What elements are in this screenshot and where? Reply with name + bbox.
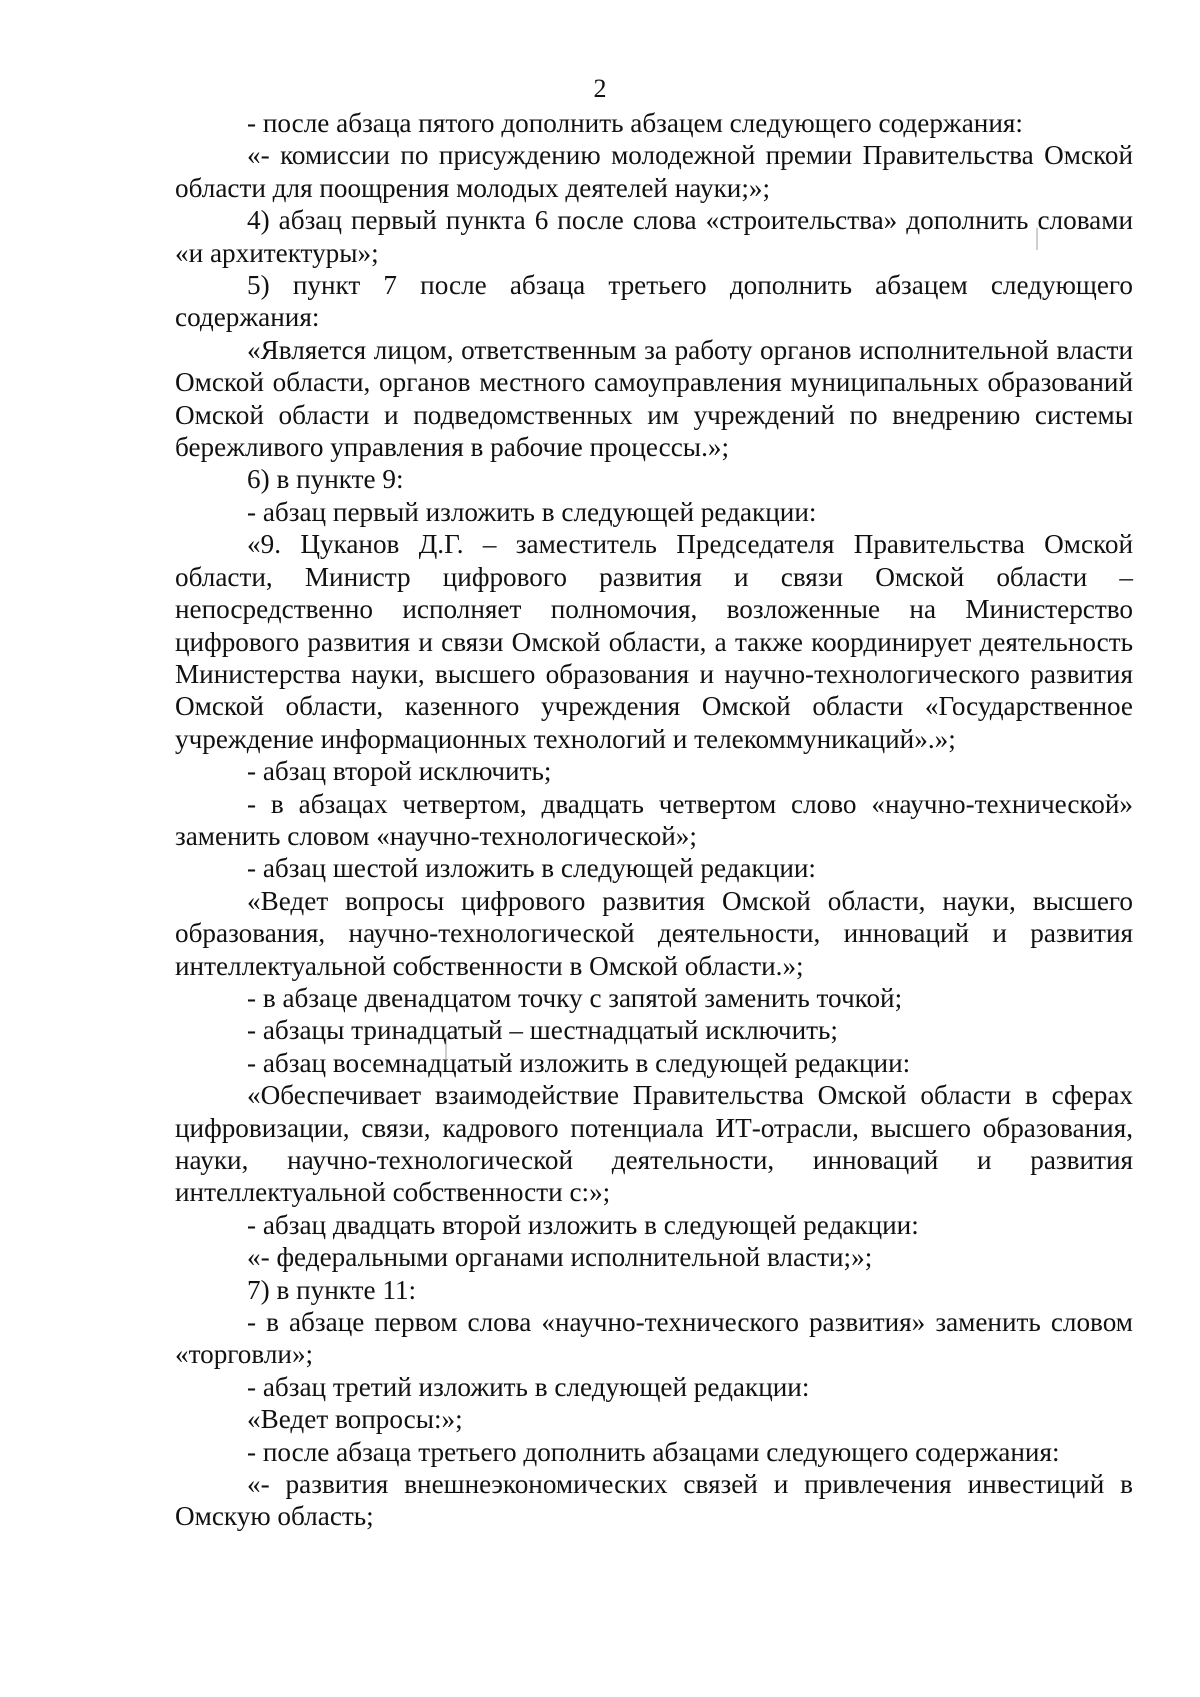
page-number: 2 <box>593 74 607 103</box>
paragraph: - абзац первый изложить в следующей редакции: <box>247 496 817 527</box>
paragraph: «- федеральными органами исполнительной власти;»; <box>247 1242 873 1273</box>
paragraph: 6) в пункте 9: <box>247 464 404 495</box>
paragraph: «9. Цуканов Д.Г. – заместитель Председателя Правительства Омской области, Министр цифрового развития и связи Омской области – непосредственно исполняет полномочия, возложенные на Министерство цифрового развития и связи Омской области, а также координирует деятельность Министерства науки, высшего образования и научно-технологического развития Омской области, казенного учреждения Омской области «Государственное учреждение информационных технологий и телекоммуникаций».»; <box>175 529 1133 754</box>
paragraph: - абзац второй исключить; <box>247 756 552 787</box>
paragraph: «Ведет вопросы:»; <box>247 1404 463 1435</box>
paragraph: - в абзаце двенадцатом точку с запятой заменить точкой; <box>247 982 903 1013</box>
paragraph: 4) абзац первый пункта 6 после слова «строительства» дополнить словами «и архитектуры»; <box>175 205 1133 268</box>
paragraph: - после абзаца третьего дополнить абзацами следующего содержания: <box>247 1436 1060 1467</box>
paragraph: 7) в пункте 11: <box>247 1274 417 1305</box>
paragraph: 5) пункт 7 после абзаца третьего дополнить абзацем следующего содержания: <box>175 270 1133 333</box>
paragraph: - в абзаце первом слова «научно-технического развития» заменить словом «торговли»; <box>175 1307 1133 1370</box>
paragraph: «Является лицом, ответственным за работу органов исполнительной власти Омской области, органов местного самоуправления муниципальных образований Омской области и подведомственных им учреждений по внедрению системы бережливого управления в рабочие процессы.»; <box>175 334 1133 463</box>
paragraph: - абзац третий изложить в следующей редакции: <box>247 1371 810 1402</box>
paragraph: - в абзацах четвертом, двадцать четвертом слово «научно-технической» заменить словом «научно-технологической»; <box>175 788 1133 851</box>
paragraph: «- комиссии по присуждению молодежной премии Правительства Омской области для поощрения молодых деятелей науки;»; <box>175 140 1133 203</box>
paragraph: - после абзаца пятого дополнить абзацем следующего содержания: <box>247 108 1023 138</box>
paragraph: - абзац шестой изложить в следующей редакции: <box>247 853 816 884</box>
document-body <box>175 107 1133 1533</box>
paragraph: - абзац восемнадцатый изложить в следующей редакции: <box>247 1047 911 1078</box>
paragraph: «Ведет вопросы цифрового развития Омской области, науки, высшего образования, научно-технологической деятельности, инноваций и развития интеллектуальной собственности в Омской области.»; <box>175 885 1133 981</box>
paragraph: - абзацы тринадцатый – шестнадцатый исключить; <box>247 1015 838 1046</box>
paragraph: - абзац двадцать второй изложить в следующей редакции: <box>247 1209 919 1240</box>
paragraph: «Обеспечивает взаимодействие Правительства Омской области в сферах цифровизации, связи, кадрового потенциала ИТ-отрасли, высшего образования, науки, научно-технологической деятельности, инноваций и развития интеллектуальной собственности с:»; <box>175 1080 1133 1208</box>
paragraph: «- развития внешнеэкономических связей и привлечения инвестиций в Омскую область; <box>175 1469 1133 1532</box>
